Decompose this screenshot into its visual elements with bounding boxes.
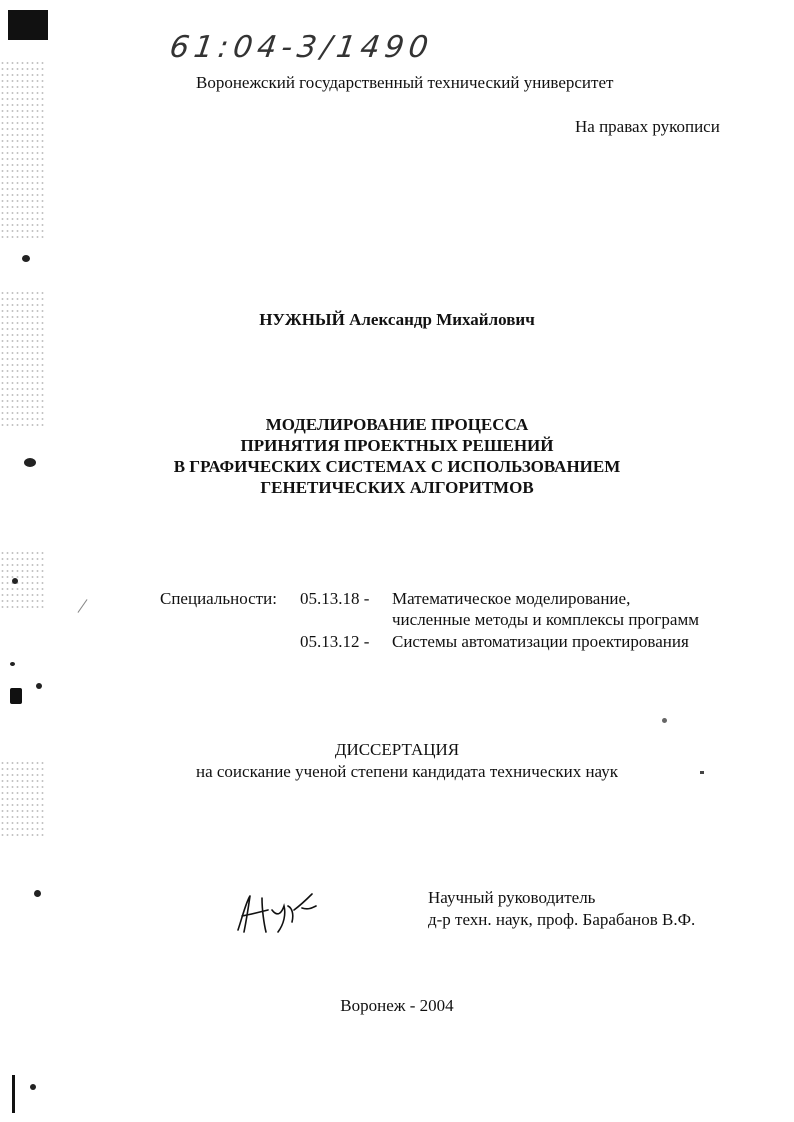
- scan-noise: [0, 60, 46, 240]
- scan-speck: [34, 890, 41, 897]
- specialties-label: Специальности:: [160, 589, 277, 608]
- scan-edge-line: [12, 1075, 15, 1113]
- specialty-code: 05.13.12 -: [300, 632, 370, 651]
- stray-mark: [78, 599, 88, 613]
- scan-speck: [12, 578, 18, 584]
- supervisor-label: Научный руководитель: [428, 888, 596, 907]
- signature-icon: [232, 888, 318, 938]
- scan-noise: [0, 550, 46, 610]
- scan-speck: [30, 1084, 36, 1090]
- degree-subheading: на соискание ученой степени кандидата технических наук: [195, 762, 618, 781]
- title-line: В ГРАФИЧЕСКИХ СИСТЕМАХ С ИСПОЛЬЗОВАНИЕМ: [173, 457, 621, 476]
- author-surname: НУЖНЫЙ: [259, 310, 345, 329]
- stray-mark: [662, 718, 667, 723]
- dissertation-title: [0, 414, 794, 498]
- university-name: Воронежский государственный технический университет: [196, 73, 614, 92]
- specialty-name-continued: численные методы и комплексы программ: [392, 610, 699, 629]
- scan-corner-mark: [8, 10, 48, 40]
- city-and-year: Воронеж - 2004: [340, 996, 454, 1015]
- supervisor-name: д-р техн. наук, проф. Барабанов В.Ф.: [428, 910, 696, 929]
- archive-number-handwritten: 61:04-3/1490: [167, 30, 436, 65]
- specialty-name: Системы автоматизации проектирования: [392, 632, 689, 651]
- title-line: ГЕНЕТИЧЕСКИХ АЛГОРИТМОВ: [260, 478, 534, 497]
- scan-speck: [10, 662, 15, 666]
- author-name: [0, 310, 794, 330]
- scan-speck: [36, 683, 42, 689]
- title-line: МОДЕЛИРОВАНИЕ ПРОЦЕССА: [265, 415, 529, 434]
- stray-mark: [700, 771, 704, 774]
- manuscript-rights-note: На правах рукописи: [575, 117, 720, 136]
- scan-speck: [22, 255, 30, 262]
- signature-stroke: [238, 894, 316, 932]
- specialty-code: 05.13.18 -: [300, 589, 370, 608]
- author-given-names: Александр Михайлович: [349, 310, 535, 329]
- scan-speck: [10, 688, 22, 704]
- specialty-name: Математическое моделирование,: [392, 589, 631, 608]
- document-type-heading: ДИССЕРТАЦИЯ: [334, 740, 460, 759]
- title-line: ПРИНЯТИЯ ПРОЕКТНЫХ РЕШЕНИЙ: [240, 436, 554, 455]
